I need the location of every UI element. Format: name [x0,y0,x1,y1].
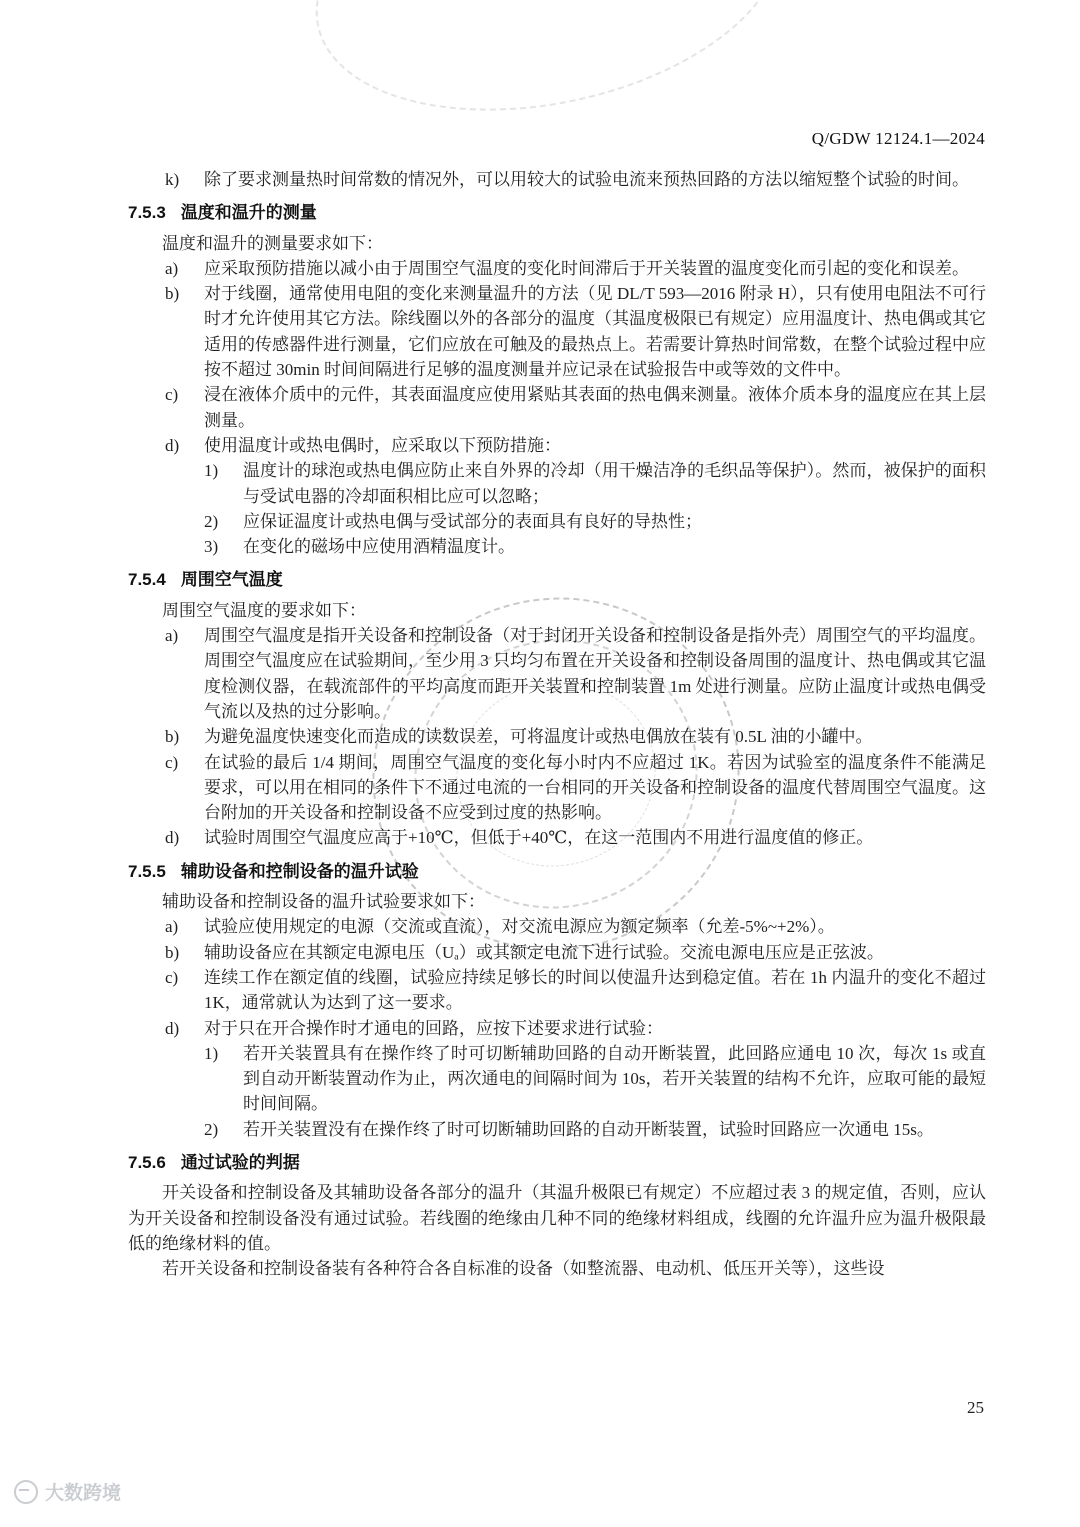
item-text: 试验时周围空气温度应高于+10℃，但低于+40℃，在这一范围内不用进行温度值的修正。 [204,828,874,848]
sub-item-1 [204,1041,986,1117]
item-text: 应采取预防措施以减小由于周围空气温度的变化时间滞后于开关装置的温度变化而引起的变化和误差。 [204,258,969,278]
item-label: 1) [204,461,219,481]
item-text: 温度计的球泡或热电偶应防止来自外界的冷却（用干燥洁净的毛织品等保护）。然而，被保护的面积与受试电器的冷却面积相比应可以忽略； [243,461,986,506]
item-label: k) [165,170,180,189]
section-heading-756 [128,1150,986,1175]
item-text: 若开关装置具有在操作终了时可切断辅助回路的自动开断装置，此回路应通电 10 次，每次 1s 或直到自动开断装置动作为止，两次通电的间隔时间为 10s，若开关装置的结构不允许，应取可能的最短时间间隔。 [243,1043,986,1114]
section-number: 7.5.3 [128,203,166,223]
sub-item-2 [204,1117,986,1142]
item-label: b) [165,942,180,962]
brand-name: 大数跨境 [45,1483,122,1504]
paragraph-intro: 周围空气温度的要求如下： [162,600,366,620]
sub-item-2 [204,509,986,534]
watermark-arc [291,0,807,150]
item-label: c) [165,752,179,772]
clause-item-d [165,433,986,458]
clause-item-d [165,825,986,850]
clause-item-a [165,623,986,724]
item-text: 周围空气温度是指开关设备和控制设备（对于封闭开关设备和控制设备是指外壳）周围空气的平均温度。周围空气温度应在试验期间，至少用 3 只均匀布置在开关设备和控制设备周围的温度计、热电偶或其它温度检测仪器，在载流部件的平均高度而距开关装置和控制装置 1m 处进行测量。应防止温度计或热电偶受气流以及热的过分影响。 [204,626,986,721]
paragraph-body: 开关设备和控制设备及其辅助设备各部分的温升（其温升极限已有规定）不应超过表 3 的规定值，否则，应认为开关设备和控制设备没有通过试验。若线圈的绝缘由几种不同的绝缘材料组成，线圈的允许温升应为温升极限最低的绝缘材料的值。 [128,1183,986,1253]
section-title: 周围空气温度 [180,570,283,590]
brand-logo-icon [14,1480,38,1504]
sub-item-1 [204,458,986,509]
section-heading-755 [128,859,986,884]
doc-number: Q/GDW 12124.1—2024 [811,129,985,148]
item-text: 使用温度计或热电偶时，应采取以下预防措施： [204,435,561,455]
clause-item-c [165,750,986,826]
page-number: 25 [967,1398,984,1417]
item-label: c) [165,385,179,405]
item-label: d) [165,828,180,848]
section-title: 辅助设备和控制设备的温升试验 [180,861,419,881]
clause-item-c [165,382,986,433]
item-text: 连续工作在额定值的线圈，试验应持续足够长的时间以使温升达到稳定值。若在 1h 内温升的变化不超过 1K，通常就认为达到了这一要求。 [204,967,986,1013]
item-text: 浸在液体介质中的元件，其表面温度应使用紧贴其表面的热电偶来测量。液体介质本身的温度应在其上层测量。 [204,385,986,430]
item-label: 3) [204,537,219,557]
section-number: 7.5.6 [128,1152,166,1172]
brand-watermark [14,1478,121,1505]
clause-item-c [165,965,986,1016]
section-title: 通过试验的判据 [180,1152,300,1172]
clause-item-b [165,940,986,965]
sub-item-3 [204,534,986,559]
section-number: 7.5.5 [128,861,166,881]
item-label: 2) [204,1119,219,1139]
clause-item-b [165,281,986,382]
paragraph-intro: 温度和温升的测量要求如下： [162,233,383,253]
item-label: c) [165,967,179,987]
section-heading-753 [128,200,986,225]
item-label: a) [165,626,179,646]
clause-item-b [165,724,986,749]
item-label: a) [165,917,179,937]
item-label: 1) [204,1043,219,1063]
item-label: 2) [204,511,219,531]
item-text: 为避免温度快速变化而造成的读数误差，可将温度计或热电偶放在装有 0.5L 油的小罐中。 [204,727,873,747]
item-label: a) [165,258,179,278]
item-label: b) [165,727,180,747]
section-heading-754 [128,567,986,592]
item-label: d) [165,1018,180,1038]
item-text: 辅助设备应在其额定电源电压（Uₐ）或其额定电流下进行试验。交流电源电压应是正弦波。 [204,942,884,962]
clause-item-a [165,256,986,281]
item-label: b) [165,284,180,304]
item-text: 在试验的最后 1/4 期间，周围空气温度的变化每小时内不应超过 1K。若因为试验室的温度条件不能满足要求，可以用在相同的条件下不通过电流的一台相同的开关设备和控制设备的温度代替周围空气温度。这台附加的开关设备和控制设备不应受到过度的热影响。 [204,752,986,823]
paragraph-intro: 辅助设备和控制设备的温升试验要求如下： [162,892,485,912]
clause-item-k [165,167,986,192]
clause-item-d [165,1016,986,1041]
item-text: 若开关装置没有在操作终了时可切断辅助回路的自动开断装置，试验时回路应一次通电 15s。 [243,1119,934,1139]
item-text: 除了要求测量热时间常数的情况外，可以用较大的试验电流来预热回路的方法以缩短整个试验的时间。 [204,170,969,189]
paragraph-body: 若开关设备和控制设备装有各种符合各自标准的设备（如整流器、电动机、低压开关等），这些设 [162,1259,885,1279]
section-title: 温度和温升的测量 [180,203,317,223]
item-label: d) [165,435,180,455]
item-text: 应保证温度计或热电偶与受试部分的表面具有良好的导热性； [243,511,702,531]
clause-item-a [165,914,986,939]
page-body [128,167,986,1281]
section-number: 7.5.4 [128,570,166,590]
item-text: 对于只在开合操作时才通电的回路，应按下述要求进行试验： [204,1018,663,1038]
item-text: 试验应使用规定的电源（交流或直流），对交流电源应为额定频率（允差-5%~+2%）。 [204,917,835,937]
item-text: 对于线圈，通常使用电阻的变化来测量温升的方法（见 DL/T 593—2016 附录 H），只有使用电阻法不可行时才允许使用其它方法。除线圈以外的各部分的温度（其温度极限已有规定）应用温度计、热电偶或其它适用的传感器件进行测量，它们应放在可触及的最热点上。若需要计算热时间常数，在整个试验过程中应按不超过 30min 时间间隔进行足够的温度测量并应记录在试验报告中或等效的文件中。 [204,284,986,380]
item-text: 在变化的磁场中应使用酒精温度计。 [243,537,515,557]
